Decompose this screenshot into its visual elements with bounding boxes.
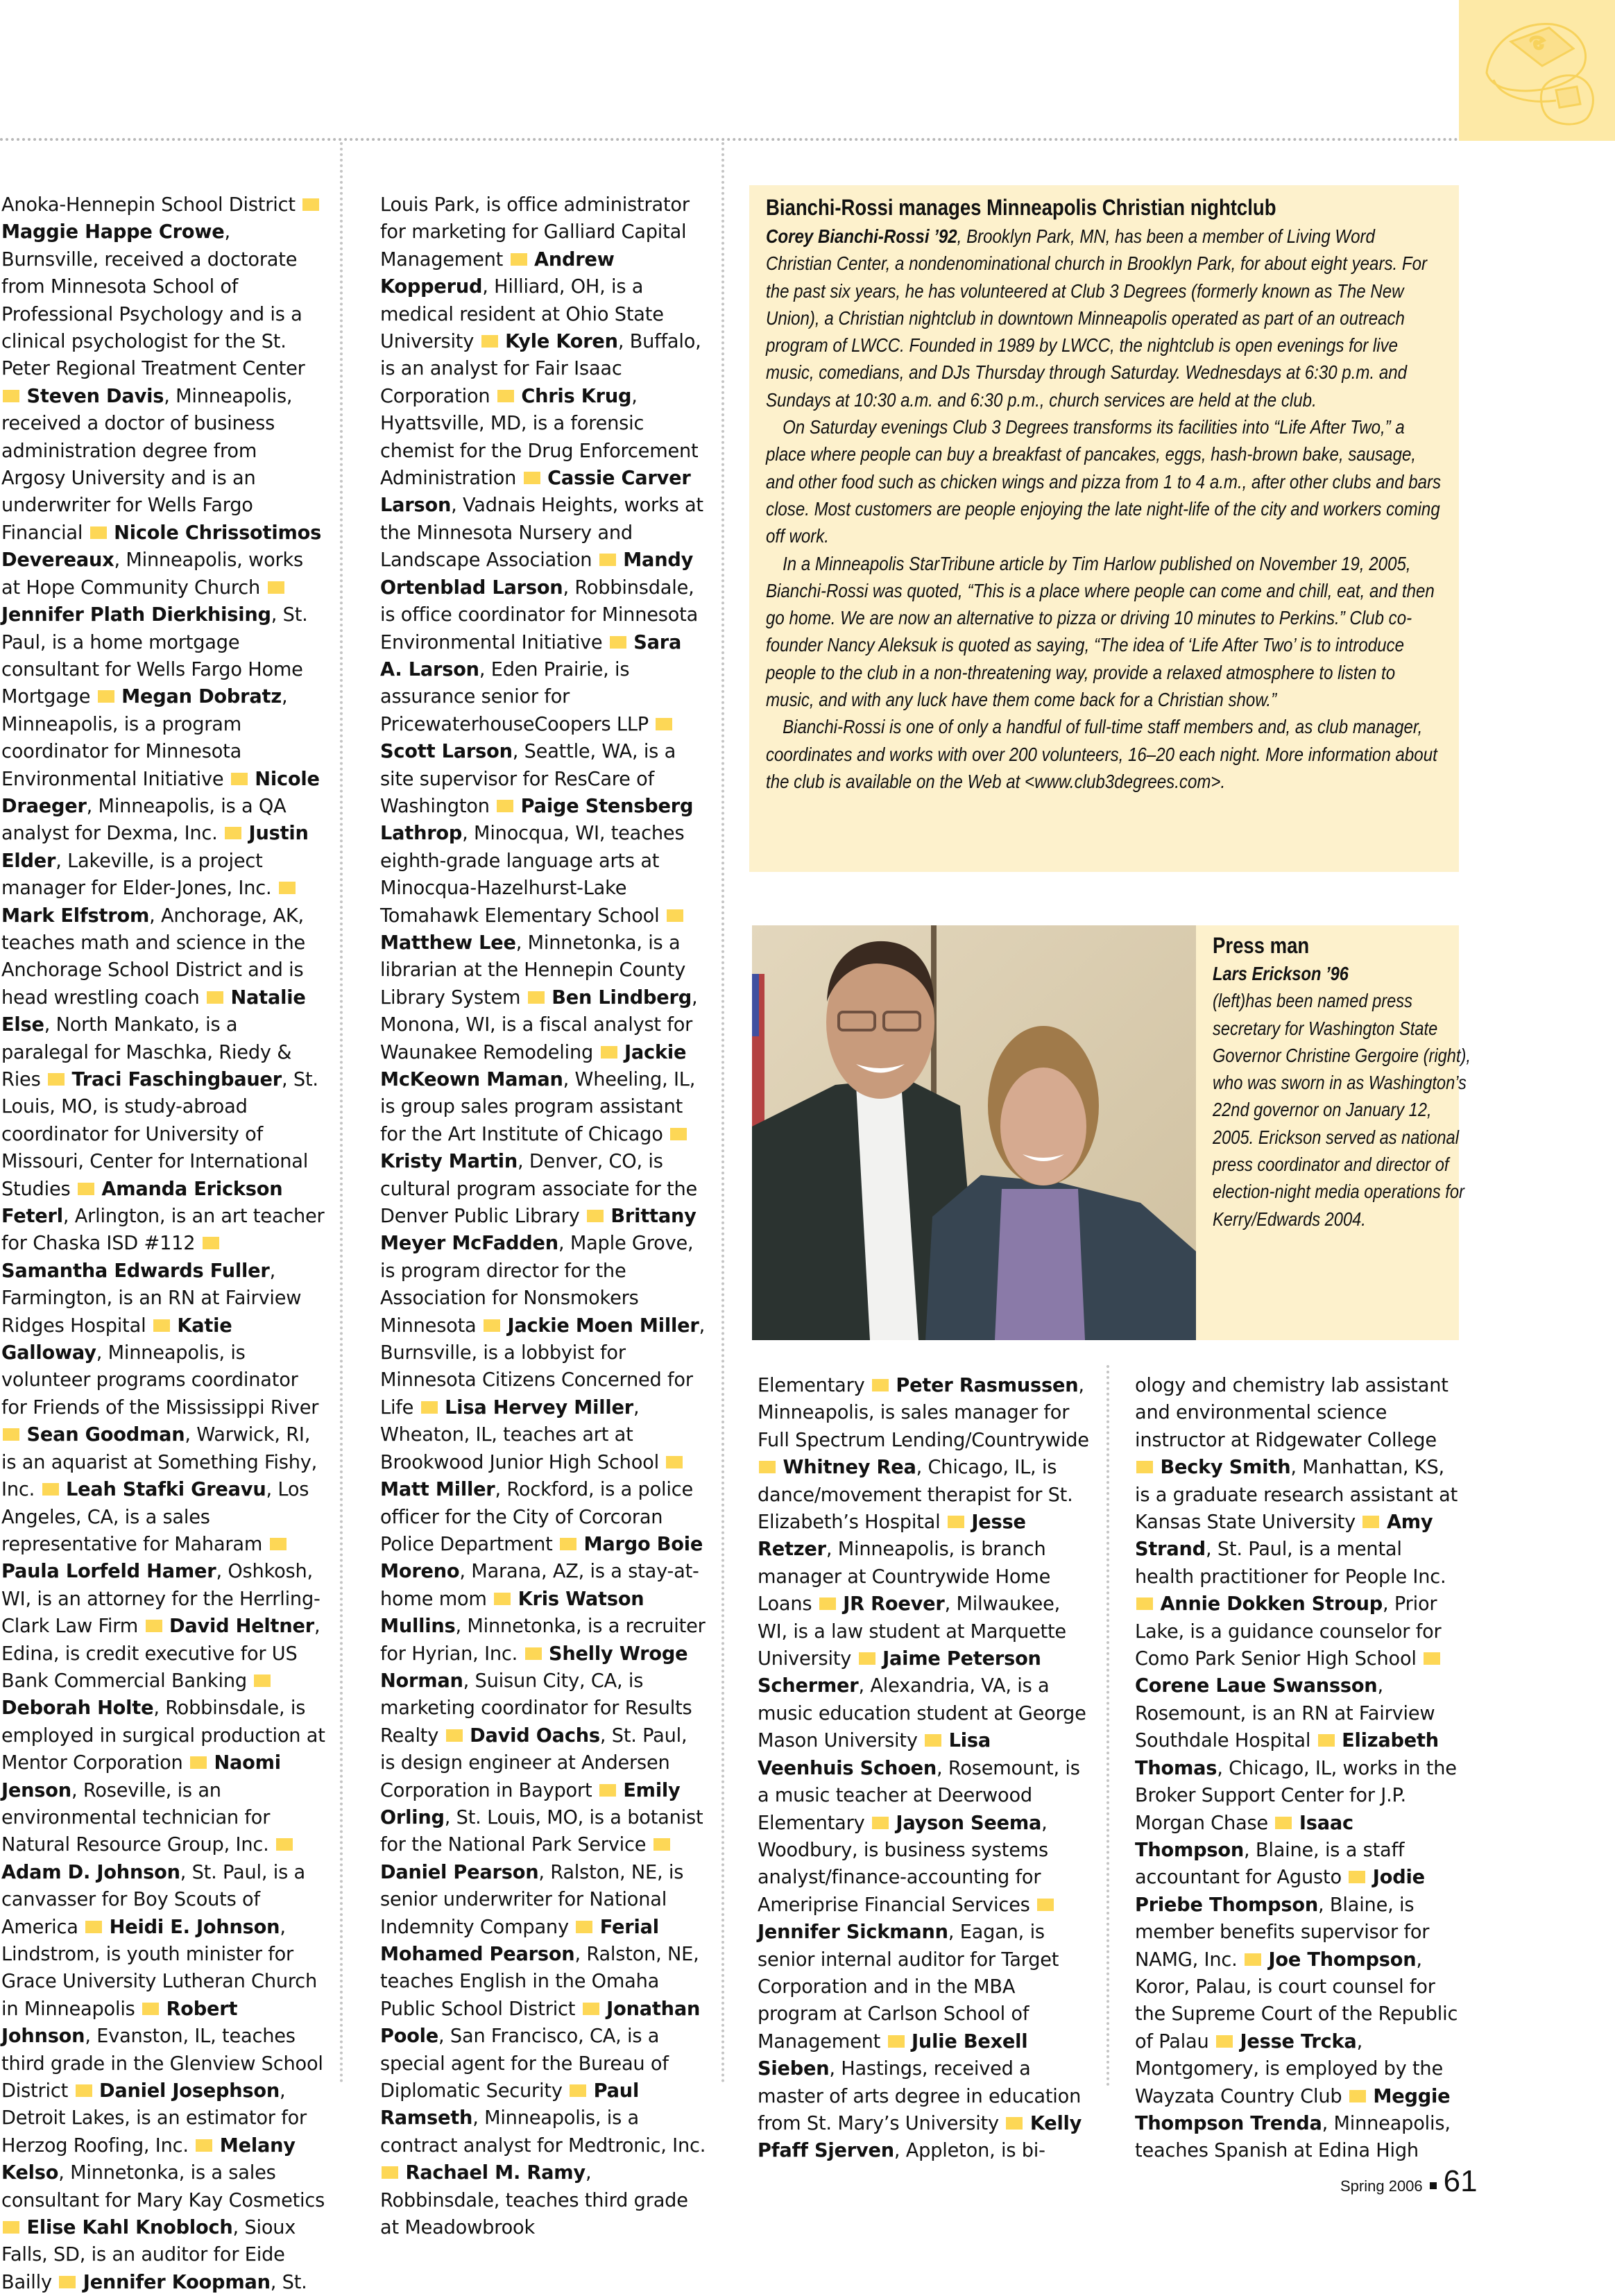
square-bullet-icon bbox=[196, 2139, 212, 2152]
alumni-name: Elizabeth Thomas bbox=[1135, 1730, 1439, 1779]
alumni-name: Naomi Jenson bbox=[1, 1752, 281, 1801]
square-bullet-icon bbox=[279, 882, 296, 894]
alumni-note: , Minneapolis, is volunteer programs coordinator for Friends of the Mississippi River bbox=[1, 1342, 319, 1419]
alumni-name: Ben Lindberg bbox=[552, 986, 692, 1009]
alumni-name: Emily Orling bbox=[380, 1779, 681, 1828]
alumni-name: Paige Stensberg Lathrop bbox=[380, 795, 694, 845]
square-bullet-icon bbox=[1275, 1817, 1292, 1829]
alumni-name: Nicole Chrissotimos Devereaux bbox=[1, 522, 322, 572]
alumni-note: , Seattle, WA, is a site supervisor for ResCare of Washington bbox=[380, 741, 676, 817]
alumni-note: , Los Angeles, CA, is a sales representative for Maharam bbox=[1, 1479, 309, 1555]
square-bullet-icon bbox=[1424, 1652, 1440, 1665]
alumni-note: , San Francisco, CA, is a special agent for the Bureau of Diplomatic Security bbox=[380, 2025, 669, 2102]
square-bullet-icon bbox=[1006, 2117, 1023, 2130]
square-bullet-icon bbox=[446, 1729, 463, 1742]
alumni-name: Jaime Peterson Schermer bbox=[758, 1648, 1041, 1697]
alumni-name: Mark Elfstrom bbox=[1, 905, 150, 927]
feature-sidebar bbox=[749, 185, 1459, 872]
class-notes-column-4 bbox=[1135, 1372, 1461, 2165]
alumni-name: Shelly Wroge Norman bbox=[380, 1643, 688, 1692]
square-bullet-icon bbox=[667, 909, 683, 922]
square-bullet-icon bbox=[872, 1379, 889, 1391]
alumni-name: Joe Thompson bbox=[1268, 1948, 1417, 1971]
alumni-name: Becky Smith bbox=[1160, 1457, 1291, 1479]
square-bullet-icon bbox=[1216, 2035, 1233, 2048]
alumni-name: Paul Ramseth bbox=[380, 2080, 640, 2130]
square-bullet-icon bbox=[146, 1620, 162, 1632]
alumni-note: , Minneapolis, is sales manager for Full Spectrum Lending/Countrywide bbox=[758, 1375, 1089, 1451]
square-bullet-icon bbox=[153, 1319, 170, 1332]
alumni-name: Matthew Lee bbox=[380, 932, 516, 954]
alumni-note: , St. Paul, is design engineer at Andersen Corporation in Bayport bbox=[380, 1724, 687, 1801]
sidebar-title: Bianchi-Rossi manages Minneapolis Christian nightclub bbox=[766, 195, 1276, 220]
alumni-note: , St. Paul, is a canvasser for Boy Scouts of America bbox=[1, 1861, 305, 1938]
alumni-note: , Hilliard, OH, is a medical resident at Ohio State University bbox=[380, 276, 664, 353]
square-bullet-icon bbox=[599, 554, 616, 566]
alumni-name: Rachael M. Ramy bbox=[405, 2162, 586, 2184]
square-bullet-icon bbox=[576, 1921, 592, 1933]
alumni-note: , Burnsville, is a lobbyist for Minnesota Citizens Concerned for Life bbox=[380, 1314, 706, 1419]
alumni-name: Traci Faschingbauer bbox=[71, 1069, 282, 1090]
alumni-name: Amy Strand bbox=[1135, 1511, 1433, 1561]
alumni-note: , Rockford, is a police officer for the City of Corcoran Police Department bbox=[380, 1479, 693, 1555]
alumni-note: , Montgomery, is employed by the Wayzata Country Club bbox=[1135, 2030, 1443, 2107]
square-bullet-icon bbox=[570, 2084, 586, 2097]
square-bullet-icon bbox=[601, 1046, 617, 1059]
square-bullet-icon bbox=[1318, 1734, 1335, 1747]
alumni-name: Sara A. Larson bbox=[380, 631, 682, 680]
alumni-name: Cassie Carver Larson bbox=[380, 468, 691, 517]
square-bullet-icon bbox=[819, 1597, 836, 1610]
alumni-note: , Roseville, is an environmental technician for Natural Resource Group, Inc. bbox=[1, 1779, 271, 1856]
square-bullet-icon bbox=[494, 1593, 511, 1605]
alumni-name: Heidi E. Johnson bbox=[109, 1916, 280, 1938]
square-bullet-icon bbox=[1136, 1461, 1153, 1473]
alumni-note: , Burnsville, received a doctorate from Minnesota School of Professional Psychology and is a clinical psychologist for the St. Peter Regional Treatment Center bbox=[1, 221, 305, 380]
square-bullet-icon bbox=[231, 773, 248, 785]
alumni-name: Jesse Trcka bbox=[1240, 2030, 1357, 2053]
square-bullet-icon bbox=[78, 1183, 94, 1195]
class-notes-text bbox=[1, 191, 326, 2296]
alumni-name: Peter Rasmussen bbox=[896, 1375, 1079, 1396]
alumni-name: Scott Larson bbox=[380, 741, 513, 763]
square-bullet-icon bbox=[90, 526, 107, 539]
square-bullet-icon bbox=[524, 472, 540, 484]
square-bullet-icon bbox=[268, 581, 284, 594]
sidebar-paragraph: On Saturday evenings Club 3 Degrees transforms its facilities into “Life After Two,” a place where people can buy a breakfast of pancakes, eggs, hash-brown bake, sausage, and other food such as chicken wings and pizza from 1 to 4 a.m., after other clubs and bars close. Most customers are people enjoying the late night-life of the city and workers coming off work. bbox=[766, 416, 1442, 547]
alumni-note: , Minneapolis, is a program coordinator for Minnesota Environmental Initiative bbox=[1, 686, 288, 790]
square-bullet-icon bbox=[859, 1652, 875, 1665]
alumni-name: Melany Kelso bbox=[1, 2134, 296, 2184]
page-footer bbox=[1340, 2164, 1478, 2199]
caption-title: Press man bbox=[1213, 933, 1310, 958]
square-bullet-icon bbox=[302, 198, 319, 211]
alumni-note: , Minneapolis, works at Hope Community Church bbox=[1, 549, 304, 599]
alumni-name: Meggie Thompson Trenda bbox=[1135, 2085, 1451, 2134]
note-continuation: ology and chemistry lab assistant and environmental science instructor at Ridgewater College bbox=[1135, 1375, 1449, 1451]
alumni-name: David Oachs bbox=[470, 1724, 600, 1747]
alumni-name: Jackie Moen Miller bbox=[507, 1314, 699, 1337]
alumni-note: , Monona, WI, is a fiscal analyst for Waunakee Remodeling bbox=[380, 986, 698, 1063]
alumni-note: , Lindstrom, is youth minister for Grace University Lutheran Church in Minneapolis bbox=[1, 1916, 318, 2020]
square-bullet-icon bbox=[98, 690, 114, 703]
alumni-note: , Robbinsdale, is office coordinator for Minnesota Environmental Initiative bbox=[380, 576, 699, 653]
alumni-note: , St. Louis, MO, is a botanist for the National Park Service bbox=[380, 1806, 703, 1856]
photo-illustration bbox=[752, 925, 1196, 1340]
alumni-name: Margo Boie Moreno bbox=[380, 1533, 703, 1583]
alumni-note: , Vadnais Heights, works at the Minnesota Nursery and Landscape Association bbox=[380, 495, 703, 572]
page-number: 61 bbox=[1443, 2164, 1478, 2198]
class-notes-text bbox=[1135, 1372, 1461, 2165]
square-bullet-icon bbox=[872, 1817, 889, 1829]
alumni-note: , Warwick, RI, is an aquarist at Something Fishy, Inc. bbox=[1, 1424, 318, 1501]
alumni-name: Julie Bexell Sieben bbox=[758, 2030, 1028, 2080]
square-bullet-icon bbox=[599, 1784, 616, 1797]
alumni-note: , North Mankato, is a paralegal for Maschka, Riedy & Ries bbox=[1, 1014, 292, 1090]
square-bullet-icon bbox=[85, 1921, 102, 1933]
alumni-name: Annie Dokken Stroup bbox=[1160, 1593, 1383, 1616]
note-continuation: Anoka-Hennepin School District bbox=[1, 194, 296, 216]
alumni-note: , Oshkosh, WI, is an attorney for the Herrling-Clark Law Firm bbox=[1, 1561, 321, 1638]
square-bullet-icon bbox=[666, 1456, 683, 1468]
alumni-note: , Maple Grove, is program director for the Association for Nonsmokers Minnesota bbox=[380, 1233, 694, 1337]
square-bullet-icon bbox=[3, 2221, 19, 2234]
alumni-note: , Minneapolis, teaches Spanish at Edina High bbox=[1135, 2112, 1451, 2162]
alumni-name: Jennifer Koopman bbox=[83, 2271, 271, 2293]
alumni-note: , Minnetonka, is a librarian at the Hennepin County Library System bbox=[380, 932, 686, 1009]
alumni-name: Ferial Mohamed Pearson bbox=[380, 1916, 659, 1965]
sidebar-lead-name: Corey Bianchi-Rossi ’92 bbox=[766, 225, 957, 247]
square-bullet-icon bbox=[1349, 2090, 1366, 2102]
alumni-note: , St. bbox=[270, 2271, 307, 2293]
alumni-name: Natalie Else bbox=[1, 986, 306, 1036]
ring-icon bbox=[1459, 0, 1615, 141]
alumni-name: Jesse Retzer bbox=[758, 1511, 1026, 1561]
caption-body bbox=[1213, 960, 1475, 1233]
alumni-note: , Arlington, is an art teacher for Chaska ISD #112 bbox=[1, 1206, 325, 1255]
sidebar-body bbox=[766, 223, 1444, 795]
alumni-name: Whitney Rea bbox=[783, 1457, 916, 1479]
square-bullet-icon bbox=[656, 718, 672, 730]
alumni-note: , Edina, is credit executive for US Bank Commercial Banking bbox=[1, 1616, 321, 1692]
photo-caption bbox=[1196, 925, 1471, 1340]
square-bullet-icon bbox=[497, 800, 513, 812]
square-bullet-icon bbox=[560, 1538, 576, 1550]
alumni-note: , Koror, Palau, is court counsel for the Supreme Court of the Republic of Palau bbox=[1135, 1948, 1458, 2053]
alumni-name: JR Roever bbox=[843, 1593, 945, 1616]
square-bullet-icon bbox=[1362, 1516, 1379, 1528]
square-bullet-icon bbox=[610, 636, 626, 649]
sidebar-paragraph: Bianchi-Rossi is one of only a handful of full-time staff members and, as club manager, coordinates and works with over 200 volunteers, 16–20 each night. More information about the club is available on the Web at <www.club3degrees.com>. bbox=[766, 716, 1437, 792]
alumni-name: Kris Watson Mullins bbox=[380, 1588, 644, 1638]
caption-name: Lars Erickson ’96 bbox=[1213, 963, 1349, 984]
alumni-name: Mandy Ortenblad Larson bbox=[380, 549, 694, 599]
alumni-note: , Minneapolis, is a contract analyst for Medtronic, Inc. bbox=[380, 2107, 706, 2157]
square-bullet-icon bbox=[48, 1073, 65, 1086]
square-bullet-icon bbox=[1349, 1871, 1365, 1883]
issue-season: Spring 2006 bbox=[1340, 2177, 1423, 2195]
alumni-note: , Sioux Falls, SD, is an auditor for Eide Bailly bbox=[1, 2217, 296, 2293]
square-bullet-icon bbox=[203, 1237, 219, 1249]
square-bullet-icon bbox=[42, 1483, 59, 1496]
sidebar-paragraph: In a Minneapolis StarTribune article by Tim Harlow published on November 19, 2005, Bianchi-Rossi was quoted, “This is a place where people can come and chill, eat, and then go home. We are now an alternative to pizza or driving 10 minutes to Perkins.” Club co-founder Nancy Aleksuk is quoted as saying, “The idea of ‘Life After Two’ is to introduce people to the club in a non-threatening way, provide a relaxed atmosphere to listen to music, and with any luck have them come back for a Christian show.” bbox=[766, 552, 1435, 711]
alumni-name: Jennifer Sickmann bbox=[758, 1921, 948, 1944]
alumni-note: , Farmington, is an RN at Fairview Ridges Hospital bbox=[1, 1260, 302, 1337]
square-bullet-icon bbox=[525, 1647, 542, 1660]
square-bullet-icon bbox=[190, 1756, 207, 1769]
alumni-name: Samantha Edwards Fuller bbox=[1, 1260, 270, 1282]
square-bullet-icon bbox=[254, 1674, 271, 1687]
alumni-note: , Minneapolis, is branch manager at Countrywide Home Loans bbox=[758, 1539, 1051, 1616]
alumni-name: Jodie Priebe Thompson bbox=[1135, 1867, 1425, 1916]
alumni-name: Justin Elder bbox=[1, 823, 309, 872]
alumni-name: Daniel Pearson bbox=[380, 1861, 539, 1883]
square-bullet-icon bbox=[484, 1319, 500, 1332]
square-bullet-icon bbox=[1430, 2182, 1437, 2189]
alumni-name: Steven Davis bbox=[26, 385, 164, 407]
class-notes-column-2 bbox=[380, 191, 706, 2241]
square-bullet-icon bbox=[421, 1401, 438, 1414]
alumni-note: , Rosemount, is a music teacher at Deerwood Elementary bbox=[758, 1757, 1080, 1834]
square-bullet-icon bbox=[511, 253, 527, 266]
alumni-name: Kyle Koren bbox=[505, 331, 618, 353]
alumni-note: , Suisun City, CA, is marketing coordinator for Results Realty bbox=[380, 1670, 692, 1747]
alumni-name: Isaac Thompson bbox=[1135, 1812, 1353, 1861]
alumni-name: Megan Dobratz bbox=[121, 686, 282, 708]
alumni-name: Brittany Meyer McFadden bbox=[380, 1206, 697, 1255]
alumni-name: Robert Johnson bbox=[1, 1998, 238, 2048]
alumni-note: , Robbinsdale, teaches third grade at Meadowbrook bbox=[380, 2162, 688, 2239]
square-bullet-icon bbox=[587, 1210, 604, 1222]
class-notes-column-1 bbox=[1, 191, 326, 2296]
square-bullet-icon bbox=[382, 2166, 398, 2179]
alumni-note: , Buffalo, is an analyst for Fair Isaac Corporation bbox=[380, 331, 701, 407]
alumni-note: , Minocqua, WI, teaches eighth-grade language arts at Minocqua-Hazelhurst-Lake Tomahawk Elementary School bbox=[380, 823, 685, 927]
alumni-name: Maggie Happe Crowe bbox=[1, 221, 225, 243]
alumni-note: , Wheaton, IL, teaches art at Brookwood Junior High School bbox=[380, 1396, 659, 1473]
alumni-name: Deborah Holte bbox=[1, 1697, 154, 1720]
alumni-note: , St. Paul, is a home mortgage consultant for Wells Fargo Home Mortgage bbox=[1, 604, 308, 708]
square-bullet-icon bbox=[207, 991, 223, 1004]
alumni-note: , Lakeville, is a project manager for Elder-Jones, Inc. bbox=[1, 850, 272, 900]
alumni-note: , St. Louis, MO, is study-abroad coordinator for University of Missouri, Center for International Studies bbox=[1, 1069, 318, 1200]
alumni-name: Adam D. Johnson bbox=[1, 1861, 180, 1883]
alumni-note: , Manhattan, KS, is a graduate research assistant at Kansas State University bbox=[1135, 1457, 1458, 1534]
top-dotted-rule bbox=[0, 138, 1459, 141]
column-separator bbox=[340, 142, 343, 2084]
alumni-name: Andrew Kopperud bbox=[380, 248, 615, 298]
sidebar-paragraph-text: , Brooklyn Park, MN, has been a member of Living Word Christian Center, a nondenominational church in Brooklyn Park, for about eight years. For the past six years, he has volunteered at Club 3 Degrees (formerly known as The New Union), a Christian nightclub in downtown Minneapolis operated as part of an outreach program of LWCC. Founded in 1989 by LWCC, the nightclub is open evenings for live music, comedians, and DJs Thursday through Saturday. Wednesdays at 6:30 p.m. and Sundays at 10:30 a.m. and 6:30 p.m., church services are held at the club. bbox=[766, 225, 1428, 411]
alumni-name: Kelly Pfaff Sjerven bbox=[758, 2112, 1082, 2162]
alumni-note: , Blaine, is member benefits supervisor for NAMG, Inc. bbox=[1135, 1894, 1430, 1971]
alumni-note: , Milwaukee, WI, is a law student at Marquette University bbox=[758, 1593, 1066, 1670]
square-bullet-icon bbox=[1245, 1953, 1261, 1966]
alumni-name: Lisa Hervey Miller bbox=[445, 1396, 633, 1419]
class-notes-text bbox=[758, 1372, 1092, 2165]
square-bullet-icon bbox=[276, 1838, 293, 1851]
column-separator bbox=[1106, 1365, 1109, 2087]
square-bullet-icon bbox=[76, 2084, 92, 2097]
alumni-note: , St. Paul, is a mental health practitioner for People Inc. bbox=[1135, 1539, 1446, 1588]
alumni-note: , Eden Prairie, is assurance senior for PricewaterhouseCoopers LLP bbox=[380, 658, 649, 735]
class-notes-column-3 bbox=[758, 1372, 1092, 2165]
alumni-note: , Ralston, NE, teaches English in the Omaha Public School District bbox=[380, 1944, 699, 2020]
alumni-name: Amanda Erickson Feterl bbox=[1, 1178, 283, 1228]
alumni-name: Paula Lorfeld Hamer bbox=[1, 1561, 216, 1583]
square-bullet-icon bbox=[3, 1428, 19, 1441]
square-bullet-icon bbox=[583, 2003, 599, 2015]
alumni-note: , Evanston, IL, teaches third grade in the Glenview School District bbox=[1, 2025, 323, 2102]
square-bullet-icon bbox=[670, 1128, 687, 1140]
alumni-note: , Wheeling, IL, is group sales program assistant for the Art Institute of Chicago bbox=[380, 1069, 696, 1145]
alumni-note: , Minnetonka, is a sales consultant for Mary Kay Cosmetics bbox=[1, 2162, 325, 2211]
column-separator bbox=[721, 142, 724, 2084]
square-bullet-icon bbox=[653, 1838, 670, 1851]
press-photo bbox=[752, 925, 1196, 1340]
alumni-note: , Hastings, received a master of arts degree in education from St. Mary’s University bbox=[758, 2058, 1082, 2134]
alumni-name: Jennifer Plath Dierkhising bbox=[1, 604, 271, 626]
alumni-note: , Chicago, IL, is dance/movement therapist for St. Elizabeth’s Hospital bbox=[758, 1457, 1073, 1534]
square-bullet-icon bbox=[948, 1516, 964, 1528]
alumni-name: Corene Laue Swansson bbox=[1135, 1675, 1378, 1697]
square-bullet-icon bbox=[270, 1538, 287, 1550]
caption-text: (left)has been named press secretary for Washington State Governor Christine Gergoire (right), who was sworn in as Washington’s 22nd governor on January 12, 2005. Erickson served as national press coordinator and director of election-night media operations for Kerry/Edwards 2004. bbox=[1213, 990, 1471, 1230]
alumni-name: Daniel Josephson bbox=[99, 2080, 280, 2102]
square-bullet-icon bbox=[528, 991, 545, 1004]
alumni-name: Lisa Veenhuis Schoen bbox=[758, 1730, 991, 1779]
alumni-note: , Anchorage, AK, teaches math and science in the Anchorage School District and is head wrestling coach bbox=[1, 905, 306, 1009]
square-bullet-icon bbox=[925, 1734, 941, 1747]
alumni-name: Jayson Seema bbox=[896, 1812, 1042, 1834]
alumni-note: , Minneapolis, received a doctor of business administration degree from Argosy University and is an underwriter for Wells Fargo Financial bbox=[1, 385, 293, 544]
alumni-name: Katie Galloway bbox=[1, 1314, 232, 1364]
alumni-note: , Minneapolis, is a QA analyst for Dexma, Inc. bbox=[1, 795, 287, 845]
alumni-name: Leah Stafki Greavu bbox=[65, 1479, 266, 1501]
square-bullet-icon bbox=[1037, 1899, 1054, 1911]
square-bullet-icon bbox=[3, 390, 19, 402]
square-bullet-icon bbox=[481, 335, 498, 348]
square-bullet-icon bbox=[497, 390, 514, 402]
alumni-note: , Detroit Lakes, is an estimator for Herzog Roofing, Inc. bbox=[1, 2080, 307, 2157]
square-bullet-icon bbox=[225, 827, 241, 839]
alumni-name: Nicole Draeger bbox=[1, 768, 320, 817]
alumni-name: Elise Kahl Knobloch bbox=[26, 2217, 233, 2239]
square-bullet-icon bbox=[142, 2003, 159, 2015]
alumni-note: , Alexandria, VA, is a music education student at George Mason University bbox=[758, 1675, 1086, 1752]
alumni-note: , Eagan, is senior internal auditor for Target Corporation and in the MBA program at Carlson School of Management bbox=[758, 1921, 1059, 2053]
alumni-name: Chris Krug bbox=[521, 385, 632, 407]
alumni-note: , Minnetonka, is a recruiter for Hyrian, Inc. bbox=[380, 1616, 706, 1665]
alumni-name: Jonathan Poole bbox=[380, 1998, 701, 2048]
alumni-note: , Robbinsdale, is employed in surgical production at Mentor Corporation bbox=[1, 1697, 325, 1774]
alumni-name: David Heltner bbox=[169, 1616, 314, 1638]
alumni-name: Kristy Martin bbox=[380, 1151, 518, 1173]
alumni-note: , Ralston, NE, is senior underwriter for National Indemnity Company bbox=[380, 1861, 684, 1938]
alumni-name: Matt Miller bbox=[380, 1479, 495, 1501]
square-bullet-icon bbox=[888, 2035, 905, 2048]
note-continuation: Louis Park, is office administrator for marketing for Galliard Capital Management bbox=[380, 194, 690, 271]
alumni-note: , Woodbury, is business systems analyst/finance-accounting for Ameriprise Financial Services bbox=[758, 1812, 1049, 1916]
square-bullet-icon bbox=[59, 2276, 76, 2288]
alumni-note: , Marana, AZ, is a stay-at-home mom bbox=[380, 1561, 699, 1610]
alumni-note: , Prior Lake, is a guidance counselor for Como Park Senior High School bbox=[1135, 1593, 1442, 1670]
alumni-note: , Blaine, is a staff accountant for Agusto bbox=[1135, 1839, 1405, 1889]
note-continuation: Elementary bbox=[758, 1375, 865, 1396]
square-bullet-icon bbox=[759, 1461, 776, 1473]
alumni-name: Sean Goodman bbox=[26, 1424, 185, 1446]
alumni-note: , Appleton, is bi- bbox=[894, 2140, 1045, 2162]
class-ring-illustration bbox=[1459, 0, 1615, 141]
alumni-name: Jackie McKeown Maman bbox=[380, 1041, 687, 1090]
alumni-note: , Rosemount, is an RN at Fairview Southdale Hospital bbox=[1135, 1675, 1435, 1752]
alumni-note: , Denver, CO, is cultural program associate for the Denver Public Library bbox=[380, 1151, 698, 1228]
alumni-note: , Chicago, IL, works in the Broker Support Center for J.P. Morgan Chase bbox=[1135, 1757, 1457, 1834]
sidebar-paragraph bbox=[766, 223, 1444, 413]
square-bullet-icon bbox=[1136, 1597, 1153, 1610]
alumni-note: , Hyattsville, MD, is a forensic chemist for the Drug Enforcement Administration bbox=[380, 385, 699, 490]
class-notes-text bbox=[380, 191, 706, 2241]
